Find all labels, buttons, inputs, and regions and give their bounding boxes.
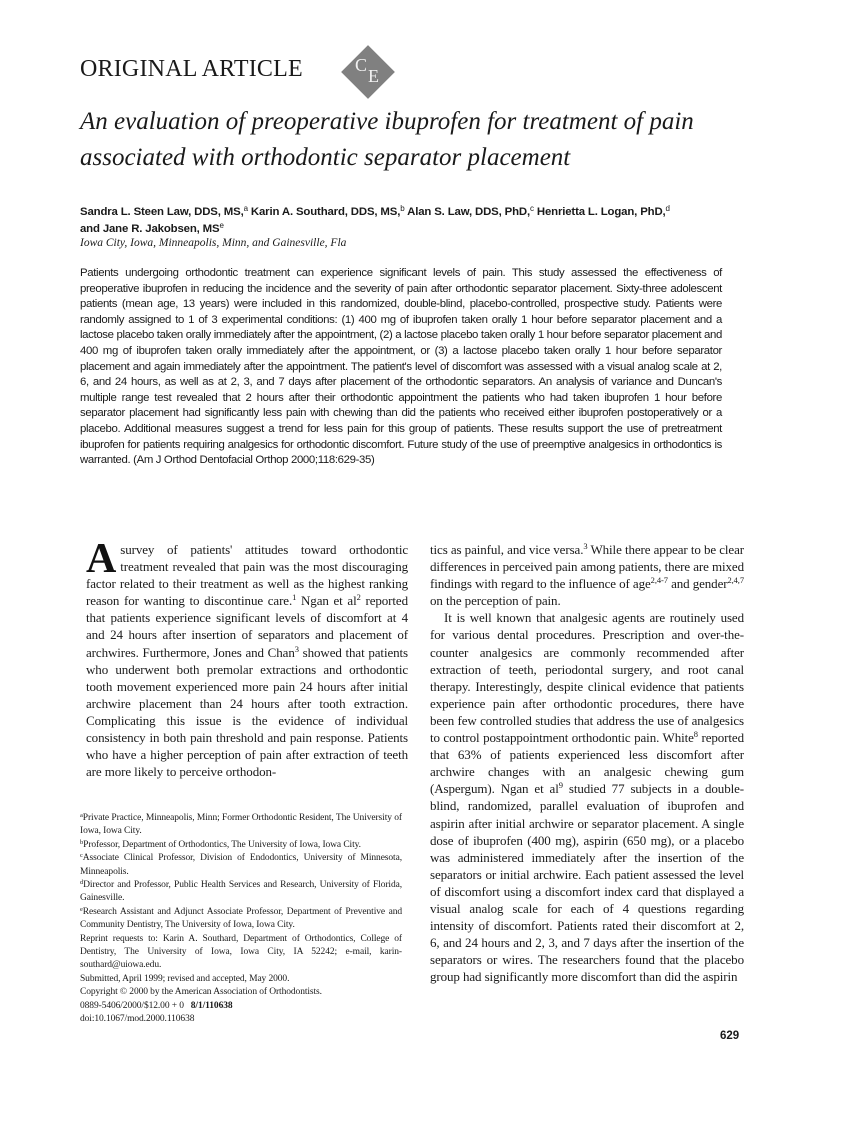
author-affiliation: Iowa City, Iowa, Minneapolis, Minn, and Gainesville, Fla (80, 237, 347, 249)
footnote-text: Associate Clinical Professor, Division of Endodontics, University of Minnesota, Minneapolis. (80, 853, 402, 877)
body-text: tics as painful, and vice versa. (430, 542, 584, 557)
citation-ref: 9 (558, 780, 563, 791)
body-column-left (86, 536, 409, 780)
footnote-mark: d (80, 879, 84, 887)
copyright: Copyright © 2000 by the American Association of Orthodontists. (80, 987, 322, 998)
citation-ref: 2,4,7 (727, 575, 744, 586)
body-text: studied 77 subjects in a double-blind, randomized, parallel evaluation of ibuprofen and aspirin after initial archwire or separator placement. A single dose of ibuprofen (400 mg), aspirin (650 mg), or a placebo was administered immediately after the insertion of the separators or initial archwire. Each patient assessed the level of discomfort using a discomfort index card that displayed a visual analog scale for each of 4 questions regarding intensity of discomfort. Patients rated their discomfort at 2, 6, and 24 hours and 2, 3, and 7 days after the insertion of the separators or wires. The researchers found that the placebo group had significantly more discomfort than did the aspirin (430, 781, 744, 985)
issn-line (80, 1000, 402, 1013)
author-name: Henrietta L. Logan, PhD, (536, 206, 666, 218)
body-paragraph (86, 536, 409, 780)
author-name: Sandra L. Steen Law, DDS, MS, (80, 206, 244, 218)
drop-cap: A (86, 536, 117, 582)
issn: 0889-5406/2000/$12.00 + 0 (80, 1000, 184, 1011)
author-mark: a (243, 204, 248, 213)
footnote (80, 852, 402, 879)
citation-ref: 2,4-7 (650, 575, 668, 586)
citation-ref: 1 (292, 592, 297, 603)
footnotes (80, 812, 402, 1027)
author-mark: b (400, 204, 405, 213)
doi: doi:10.1067/mod.2000.110638 (80, 1014, 195, 1025)
author-mark: c (530, 204, 534, 213)
page-number: 629 (720, 1030, 740, 1042)
author-name: Alan S. Law, DDS, PhD, (407, 206, 530, 218)
footnote-text: Research Assistant and Adjunct Associate Professor, Department of Preventive and Community Dentistry, The University of Iowa, Iowa City. (80, 906, 402, 931)
citation-ref: 3 (294, 643, 299, 654)
submission-dates: Submitted, April 1999; revised and accepted, May 2000. (80, 973, 290, 984)
article-title (80, 104, 780, 176)
body-text: reported that patients experience significant levels of discomfort at 4 and 24 hours after insertion of separators and placement of archwires. Furthermore, Jones and Chan (86, 593, 408, 660)
body-text: reported that 63% of patients experienced less discomfort after archwire changes with an analgesic chewing gum (Aspergum). Ngan et al (430, 730, 744, 797)
citation-ref: 2 (356, 592, 361, 603)
footnote (80, 812, 402, 839)
author-list (80, 204, 780, 238)
section-label: ORIGINAL ARTICLE (80, 56, 303, 82)
title-line-2: associated with orthodontic separator placement (80, 144, 571, 171)
footnote-text: Director and Professor, Public Health Services and Research, University of Florida, Gainesville. (80, 880, 402, 904)
footnote-text: Professor, Department of Orthodontics, The University of Iowa, Iowa City. (83, 839, 361, 850)
author-mark: e (219, 221, 224, 230)
body-paragraph (430, 609, 744, 985)
footnote-mark: c (80, 852, 83, 860)
ce-badge-letters (349, 53, 387, 91)
body-paragraph (430, 541, 744, 609)
footnote-mark: a (80, 812, 83, 819)
ce-letter-c: C (355, 55, 368, 75)
footnote-text: Private Practice, Minneapolis, Minn; Former Orthodontic Resident, The University of Iowa, Iowa City. (80, 813, 402, 837)
body-text: While there appear to be clear differences in perceived pain among patients, there are mixed findings with regard to the influence of age (430, 542, 744, 592)
body-text: showed that patients who underwent both premolar extractions and orthodontic tooth movement experienced more pain 24 hours after initial archwire placement than 24 hours after tooth extraction. Complicating this issue is the evidence of individual consistency in both pain threshold and pain response. Patients who have a higher perception of pain after extraction of teeth are more likely to perceive orthodon- (86, 644, 409, 780)
body-text: and gender (667, 576, 728, 592)
footnote (80, 879, 402, 906)
title-line-1: An evaluation of preoperative ibuprofen for treatment of pain (80, 108, 694, 135)
footnote-mark: b (80, 838, 84, 846)
citation-ref: 8 (693, 729, 698, 740)
footnote-mark: e (80, 905, 83, 913)
footnote (80, 839, 402, 852)
author-name: and Jane R. Jakobsen, MS (80, 223, 220, 235)
body-text: It is well known that analgesic agents are routinely used for various dental procedures. Prescription and over-the-counter analgesics are commonly recommended after extraction of teeth, periodontal surgery, and root canal therapy. Interestingly, despite clinical evidence that patients experience pain after orthodontic procedures, there have been few controlled studies that address the use of analgesics to control postappointment orthodontic pain. White (430, 610, 744, 746)
body-text: survey of patients' attitudes toward orthodontic treatment revealed that pain was the most discouraging factor related to their treatment as well as the highest ranking reason for wanting to discontinue care. (86, 542, 408, 609)
ce-letter-e: E (368, 66, 379, 86)
author-name: Karin A. Southard, DDS, MS, (250, 206, 401, 218)
author-mark: d (665, 204, 670, 213)
body-column-right (430, 541, 744, 985)
issn-code: 8/1/110638 (190, 1000, 233, 1011)
body-text: on the perception of pain. (430, 593, 561, 609)
citation-ref: 3 (583, 541, 588, 551)
reprint-requests: Reprint requests to: Karin A. Southard, Department of Orthodontics, College of Dentistry, The University of Iowa, Iowa City, IA 52242; e-mail, karin-southard@uiowa.edu. (80, 933, 402, 971)
footnote (80, 906, 402, 933)
abstract: Patients undergoing orthodontic treatment can experience significant levels of pain. This study assessed the effectiveness of preoperative ibuprofen in reducing the incidence and the severity of pain after orthodontic separator placement. Sixty-three adolescent patients (mean age, 13 years) were included in this randomized, double-blind, placebo-controlled, prospective study. Patients were randomly assigned to 1 of 3 experimental conditions: (1) 400 mg of ibuprofen taken orally 1 hour before separator placement and a lactose placebo taken orally immediately after the appointment, (2) a lactose placebo taken orally 1 hour before separator placement and 400 mg of ibuprofen taken orally immediately after the appointment, or (3) a lactose placebo taken orally 1 hour before separator placement and again immediately after the appointment. The patient's level of discomfort was assessed with a visual analog scale at 2, 6, and 24 hours, as well as at 2, 3, and 7 days after placement of the orthodontic separators. An analysis of variance and Duncan's multiple range test revealed that 2 hours after their orthodontic appointment the patients who had taken ibuprofen 1 hour before separator placement had significantly less pain with chewing than did the patients who received either ibuprofen postoperatively or a placebo. Additional measures suggest a trend for less pain for this group of patients. These results support the use of pretreatment ibuprofen for patients requiring analgesics for orthodontic discomfort. Future study of the use of preemptive analgesics in orthodontics is warranted. (Am J Orthod Dentofacial Orthop 2000;118:629-35) (80, 267, 722, 467)
body-text: Ngan et al (296, 593, 357, 609)
